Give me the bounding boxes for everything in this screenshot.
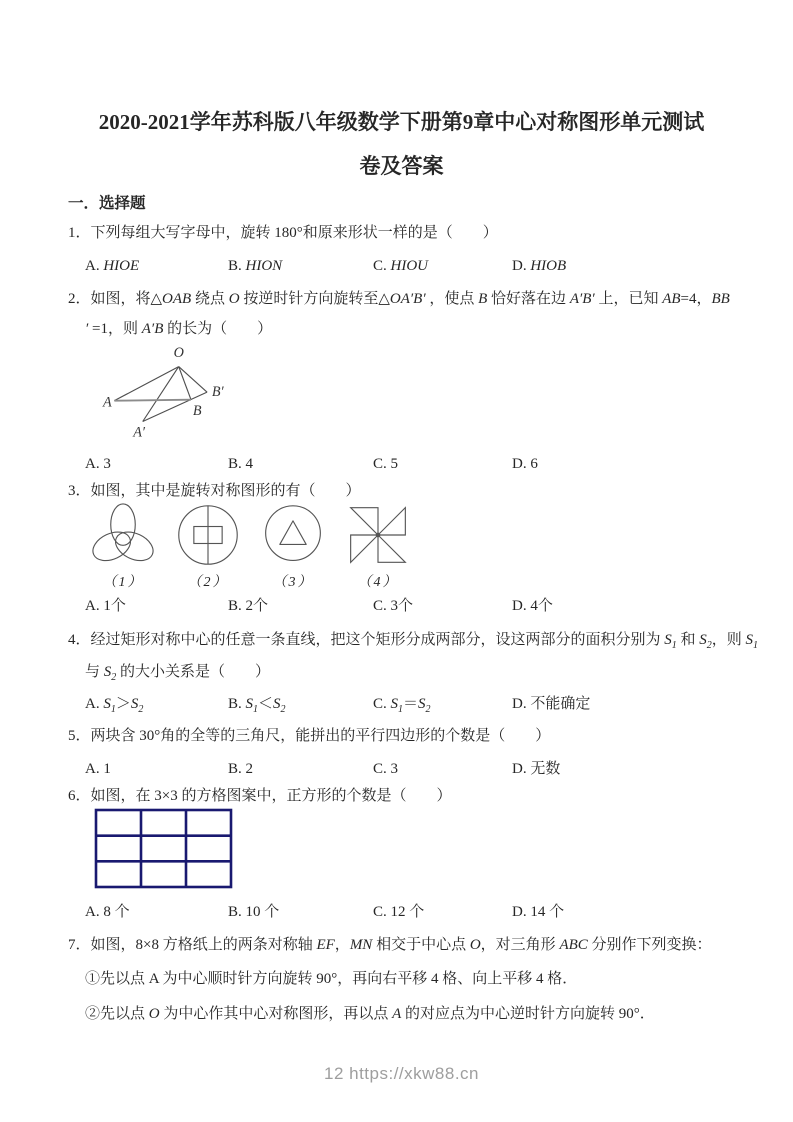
q2-option-d: D. 6: [512, 456, 538, 472]
q3-figure-3-caption: （3）: [272, 575, 314, 590]
q6-option-d: D. 14 个: [512, 904, 565, 920]
q3-option-c: C. 3个: [373, 598, 414, 614]
grid-3x3-figure: [94, 808, 234, 890]
q1-option-a: A. HIOE: [85, 258, 140, 274]
q2-option-c: C. 5: [373, 456, 399, 472]
vertex-label-a: A: [102, 394, 112, 411]
q6-option-b: B. 10 个: [228, 904, 280, 920]
question-5-options: [68, 753, 735, 785]
question-4-text-line-1: 4．经过矩形对称中心的任意一条直线，把这个矩形分成两部分，设这两部分的面积分别为 $S_1$ 和 $S_2$，则 $S_1$: [68, 632, 759, 651]
title-line-2: 卷及答案: [359, 154, 444, 178]
q4-option-d: D. 不能确定: [512, 696, 591, 712]
question-1-options: [68, 250, 735, 283]
vertex-label-b-prime: B′: [211, 383, 224, 400]
page-footer: [68, 1062, 735, 1086]
coin-figure: [173, 502, 243, 568]
q2-triangle-rotation-figure: [86, 342, 331, 448]
question-3-text: 3．如图，其中是旋转对称图形的有（ ）: [68, 483, 361, 499]
q6-option-c: C. 12 个: [373, 904, 425, 920]
q5-option-a: A. 1: [85, 761, 111, 777]
q3-figure-1: [88, 502, 158, 593]
trefoil-figure: [88, 502, 158, 568]
q3-figure-2-caption: （2）: [187, 575, 229, 590]
q6-grid-figure: [94, 808, 735, 890]
edge-oa: [114, 367, 178, 401]
q4-option-c: C. $S_1=S_2$: [373, 696, 431, 715]
question-7-text-line-1: 7．如图，8×8 方格纸上的两条对称轴 EF，MN 相交于中心点 O，对三角形 ABC 分别作下列变换：: [68, 937, 712, 953]
q1-option-d: D. HIOB: [512, 258, 567, 274]
title-line-1: 2020-2021学年苏科版八年级数学下册第9章中心对称图形单元测试: [98, 110, 705, 134]
q3-option-b: B. 2个: [228, 598, 269, 614]
q3-option-d: D. 4个: [512, 598, 553, 614]
question-6-text: 6．如图，在 3×3 的方格图案中，正方形的个数是（ ）: [68, 788, 452, 804]
grid-lines: [96, 810, 231, 887]
page-title: [68, 0, 735, 188]
question-1-text: 1．下列每组大写字母中，旋转 180°和原来形状一样的是（ ）: [68, 225, 498, 241]
vertex-label-b: B: [192, 402, 202, 419]
edge-ab: [114, 400, 191, 401]
q3-figures: [68, 502, 735, 590]
q4-option-b: B. $S_1<S_2$: [228, 696, 286, 715]
section-heading: 一．选择题: [68, 195, 146, 212]
q2-option-a: A. 3: [85, 456, 111, 472]
question-5-text: 5．两块含 30°角的全等的三角尺，能拼出的平行四边形的个数是（ ）: [68, 728, 551, 744]
vertex-label-o: O: [173, 345, 184, 362]
q3-figure-4: [343, 502, 413, 593]
q6-option-a: A. 8 个: [85, 904, 130, 920]
pinwheel-figure: [343, 502, 413, 568]
footer-page-number-and-url: 12 https://xkw88.cn: [323, 1064, 480, 1083]
question-2-options: [68, 448, 735, 480]
question-7-step-2: ②先以点 O 为中心作其中心对称图形，再以点 A 的对应点为中心逆时针方向旋转 90°．: [85, 1006, 655, 1022]
q1-option-c: C. HIOU: [373, 258, 429, 274]
vertex-label-a-prime: A′: [133, 424, 146, 441]
q4-option-a: A. $S_1>S_2$: [85, 696, 144, 715]
question-2-text-line-1: 2．如图，将△OAB 绕点 O 按逆时针方向旋转至△OA′B′ ，使点 B 恰好落在边 A′B′ 上，已知 AB=4，BB: [68, 291, 730, 307]
q5-option-b: B. 2: [228, 761, 254, 777]
q3-figure-4-caption: （4）: [357, 575, 399, 590]
q2-figure: [86, 342, 735, 448]
question-3-options: [68, 590, 735, 623]
q2-option-b: B. 4: [228, 456, 254, 472]
q3-figure-1-caption: （1）: [102, 575, 144, 590]
question-2-text-line-2: ′ =1，则 A′B 的长为（ ）: [85, 321, 273, 337]
circle-triangle-figure: [258, 502, 328, 568]
q1-option-b: B. HION: [228, 258, 283, 274]
q5-option-d: D. 无数: [512, 761, 561, 777]
question-7-step-1: ①先以点 A 为中心顺时针方向旋转 90°，再向右平移 4 格、向上平移 4 格．: [85, 971, 578, 987]
q3-option-a: A. 1个: [85, 598, 126, 614]
q3-figure-3: [258, 502, 328, 593]
q3-figure-2: [173, 502, 243, 593]
question-4-options: [68, 688, 735, 720]
question-4-text-line-2: 与 $S_2$ 的大小关系是（ ）: [85, 664, 271, 683]
q5-option-c: C. 3: [373, 761, 399, 777]
question-6-options: [68, 896, 735, 929]
